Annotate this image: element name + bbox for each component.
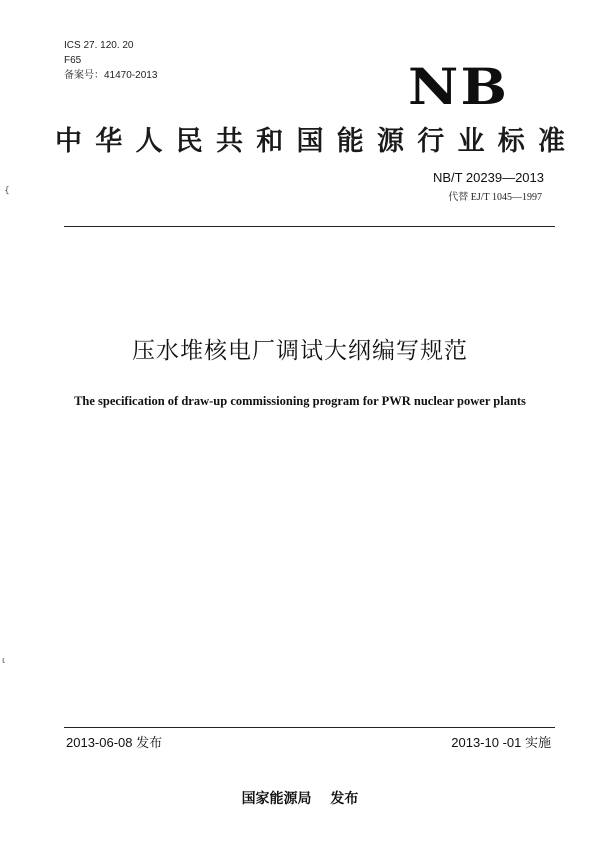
org-char: 共 bbox=[216, 126, 243, 157]
classification-code: F65 bbox=[64, 55, 82, 66]
ics-code: ICS 27. 120. 20 bbox=[64, 40, 134, 51]
org-char: 准 bbox=[538, 126, 565, 157]
document-title-chinese: 压水堆核电厂调试大纲编写规范 bbox=[132, 338, 468, 364]
org-char: 标 bbox=[497, 126, 525, 157]
standard-number: NB/T 20239—2013 bbox=[432, 170, 544, 185]
registration-number: 备案号：41470-2013 bbox=[64, 70, 158, 81]
org-char: 源 bbox=[377, 126, 404, 157]
scan-mark: { bbox=[4, 186, 10, 196]
scan-mark: ι bbox=[2, 656, 6, 666]
org-char: 能 bbox=[336, 126, 364, 157]
org-char: 和 bbox=[256, 126, 284, 157]
document-title-english: The specification of draw-up commissioning program for PWR nuclear power plants bbox=[74, 394, 526, 408]
implementation-date: 2013-10 -01 实施 bbox=[451, 735, 551, 750]
publisher: 国家能源局 发布 bbox=[241, 791, 359, 807]
org-char: 国 bbox=[296, 126, 324, 157]
organization-title bbox=[55, 127, 565, 157]
replaces-standard: 代替 EJ/T 1045—1997 bbox=[448, 192, 542, 203]
org-char: 民 bbox=[175, 126, 203, 157]
org-char: 人 bbox=[135, 126, 163, 157]
divider-bottom bbox=[64, 727, 555, 728]
org-char: 行 bbox=[417, 126, 445, 157]
divider-top bbox=[64, 226, 555, 227]
org-char: 中 bbox=[55, 126, 82, 157]
nb-logo: NB bbox=[408, 57, 510, 116]
org-char: 华 bbox=[95, 126, 123, 157]
issue-date: 2013-06-08 发布 bbox=[66, 735, 163, 750]
org-char: 业 bbox=[457, 126, 485, 157]
